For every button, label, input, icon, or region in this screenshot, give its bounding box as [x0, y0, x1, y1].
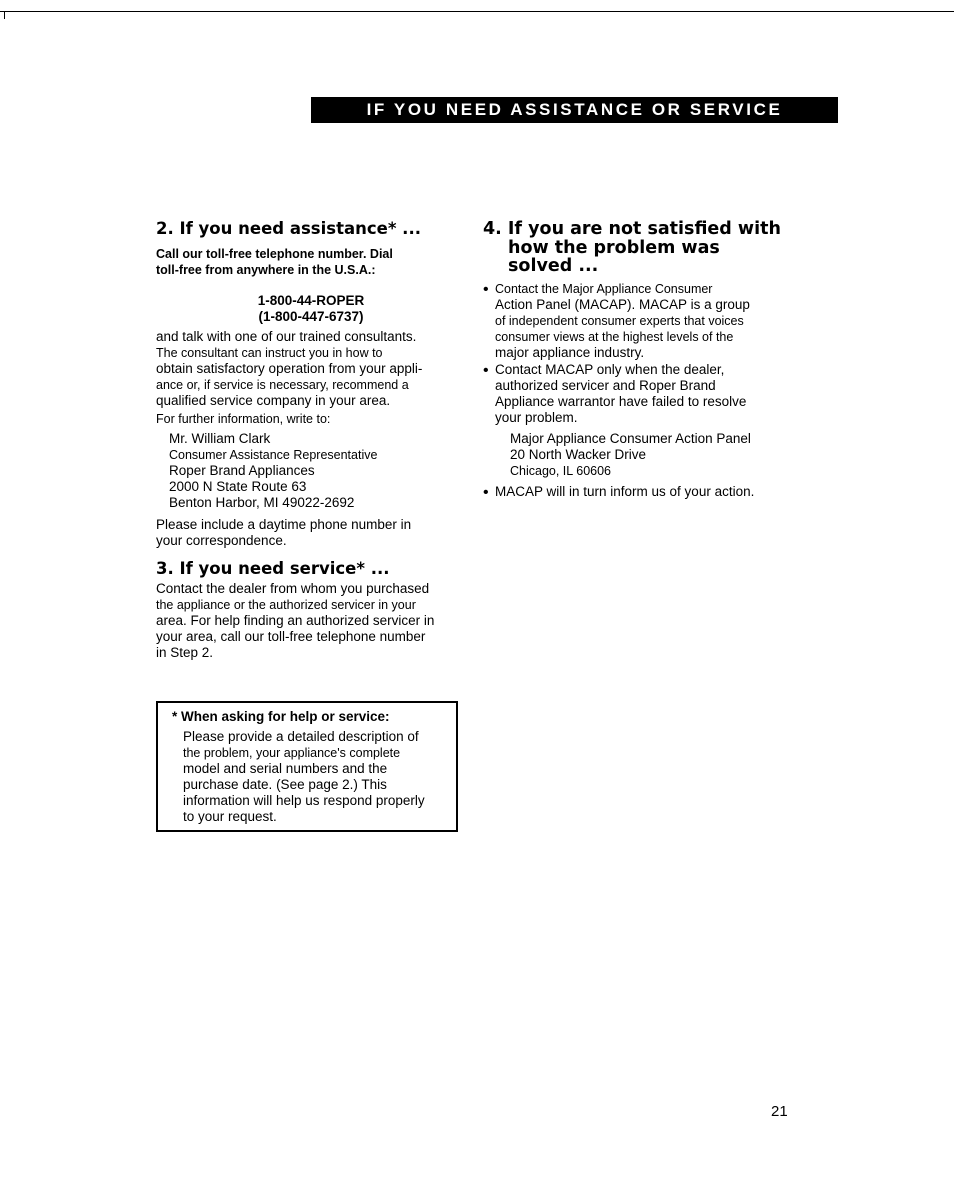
bullet-line: • MACAP will in turn inform us of your action.	[495, 483, 755, 499]
body-line: qualified service company in your area.	[156, 393, 391, 408]
address-line: Consumer Assistance Representative	[169, 448, 378, 462]
section-2-body	[156, 329, 466, 409]
macap-bullet-1	[483, 281, 793, 361]
body-line: the problem, your appliance's complete	[183, 746, 401, 760]
body-line: Please provide a detailed description of	[183, 729, 419, 744]
bullet-line: Appliance warrantor have failed to resolve	[495, 393, 747, 409]
bullet-line: authorized servicer and Roper Brand	[495, 377, 716, 393]
section-4-heading	[483, 220, 793, 276]
body-line: information will help us respond properly	[183, 793, 425, 808]
help-note-box	[156, 701, 458, 832]
body-line: the appliance or the authorized servicer in your	[156, 598, 416, 612]
address-line: Chicago, IL 60606	[510, 463, 612, 478]
section-banner: IF YOU NEED ASSISTANCE OR SERVICE	[311, 97, 838, 123]
intro-line: Call our toll-free telephone number. Dial	[156, 247, 393, 261]
address-line: 20 North Wacker Drive	[510, 446, 647, 462]
top-corner-tick	[4, 11, 5, 19]
bullet-line: your problem.	[495, 409, 578, 425]
body-line: obtain satisfactory operation from your appli-	[156, 361, 423, 376]
section-3-body	[156, 581, 466, 661]
body-line: and talk with one of our trained consultants.	[156, 329, 417, 344]
write-to-line: For further information, write to:	[156, 412, 331, 426]
address-line: Benton Harbor, MI 49022-2692	[169, 495, 355, 510]
heading-line: how the problem was	[508, 237, 720, 258]
assistance-address	[156, 431, 466, 511]
body-line: in Step 2.	[156, 645, 214, 660]
address-line: Major Appliance Consumer Action Panel	[510, 430, 751, 446]
bullet-line: • Contact the Major Appliance Consumer	[495, 281, 713, 296]
address-line: Mr. William Clark	[169, 431, 271, 446]
macap-bullet-3	[483, 484, 793, 500]
body-line: purchase date. (See page 2.) This	[183, 777, 387, 792]
body-line: area. For help finding an authorized servicer in	[156, 613, 435, 628]
heading-line: solved ...	[508, 256, 599, 276]
section-2-intro	[156, 246, 466, 278]
top-rule	[0, 11, 954, 12]
phone-number-digits: (1-800-447-6737)	[258, 309, 364, 324]
intro-line: toll-free from anywhere in the U.S.A.:	[156, 263, 376, 277]
body-line: ance or, if service is necessary, recommend a	[156, 378, 409, 392]
bullet-line: Action Panel (MACAP). MACAP is a group	[495, 296, 750, 312]
address-line: Roper Brand Appliances	[169, 463, 315, 478]
address-line: 2000 N State Route 63	[169, 479, 307, 494]
macap-address	[483, 431, 793, 479]
page-number: 21	[771, 1103, 788, 1120]
left-column	[156, 220, 466, 661]
closing-line: your correspondence.	[156, 533, 287, 548]
body-line: your area, call our toll-free telephone number	[156, 629, 426, 644]
bullet-line: of independent consumer experts that voices	[495, 313, 744, 328]
phone-number-block	[156, 293, 466, 325]
bullet-line: consumer views at the highest levels of the	[495, 329, 734, 344]
help-note-body	[172, 729, 444, 825]
body-line: to your request.	[183, 809, 277, 824]
closing-line: Please include a daytime phone number in	[156, 517, 412, 532]
section-3-heading: 3. If you need service* ...	[156, 559, 390, 578]
bullet-line: • Contact MACAP only when the dealer,	[495, 361, 725, 377]
section-2-heading: 2. If you need assistance* ...	[156, 219, 421, 238]
macap-bullet-2	[483, 362, 793, 426]
right-column	[483, 220, 793, 500]
section-2-closing	[156, 517, 466, 549]
help-note-title: * When asking for help or service:	[172, 709, 390, 724]
body-line: model and serial numbers and the	[183, 761, 388, 776]
heading-line: 4. If you are not satisfied with	[483, 219, 781, 239]
body-line: The consultant can instruct you in how to	[156, 346, 383, 360]
body-line: Contact the dealer from whom you purchased	[156, 581, 430, 596]
bullet-line: major appliance industry.	[495, 344, 645, 360]
phone-number: 1-800-44-ROPER	[257, 293, 365, 308]
